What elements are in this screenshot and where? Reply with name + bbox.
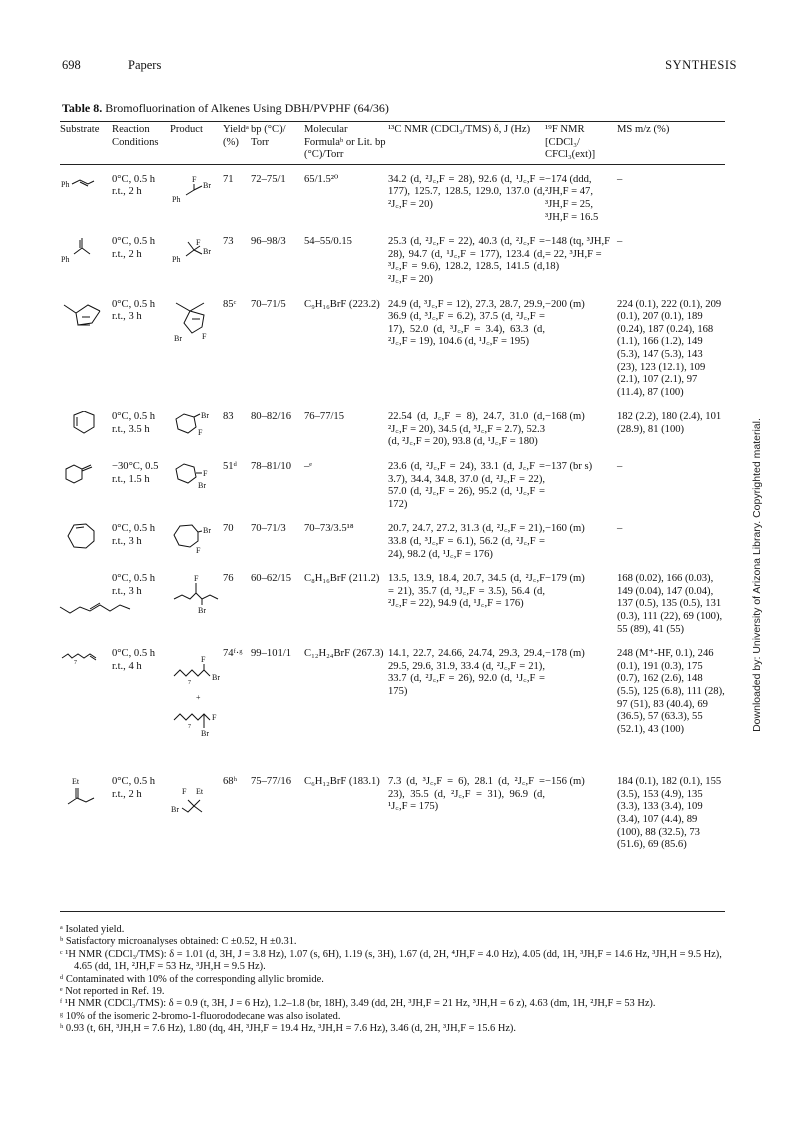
cell-bp: 99–101/1 xyxy=(251,648,292,660)
svg-text:Br: Br xyxy=(212,673,220,683)
cell-yield: 73 xyxy=(223,236,234,248)
product-structure xyxy=(170,287,223,400)
svg-text:Ph: Ph xyxy=(61,255,70,265)
cell-bp: 70–71/5 xyxy=(251,298,286,310)
product-structure xyxy=(170,511,223,561)
table-row xyxy=(60,636,725,764)
footnote: ᶠ ¹H NMR (CDCl₃/TMS): δ = 0.9 (t, 3H, J = 6 Hz), 1.2–1.8 (br, 18H), 3.49 (dd, 2H, ³JH,F = 21 Hz, ³JH,H = 6 z), 4.63 (dm, 1H, ²JH,F = 53 Hz). xyxy=(60,998,656,1010)
product-structure xyxy=(170,166,223,224)
table-row xyxy=(60,449,725,511)
running-head-section: Papers xyxy=(128,58,162,72)
cell-conditions: 0°C, 0.5 h r.t., 3 h xyxy=(112,298,156,323)
table-row xyxy=(60,287,725,400)
product-structure xyxy=(170,399,223,449)
svg-text:F: F xyxy=(198,428,203,438)
svg-text:Br: Br xyxy=(201,411,209,421)
cell-f19-nmr: −200 (m) xyxy=(545,298,585,310)
svg-text:Br: Br xyxy=(174,333,182,343)
svg-text:Br: Br xyxy=(198,606,206,616)
svg-text:7: 7 xyxy=(74,660,77,667)
table-row xyxy=(60,166,725,224)
footnote: ᵈ Contaminated with 10% of the corresponding allylic bromide. xyxy=(60,973,324,985)
svg-text:F: F xyxy=(203,469,208,479)
cell-conditions: 0°C, 0.5 h r.t., 4 h xyxy=(112,648,156,672)
svg-text:F: F xyxy=(196,546,201,556)
cell-formula: 70–73/3.5¹⁸ xyxy=(304,523,354,535)
footnote: ᵉ Not reported in Ref. 19. xyxy=(60,986,165,998)
table-footnotes xyxy=(60,924,730,1036)
svg-text:Br: Br xyxy=(203,180,211,190)
cell-ms: 182 (2.2), 180 (2.4), 101 (28.9), 81 (100) xyxy=(617,411,722,435)
product-structure xyxy=(170,636,223,764)
cell-f19-nmr: −137 (br s) xyxy=(545,461,593,473)
cell-f19-nmr: −160 (m) xyxy=(545,523,585,535)
cell-conditions: 0°C, 0.5 h r.t., 3 h xyxy=(112,573,156,597)
svg-text:F: F xyxy=(194,574,199,584)
cell-c13-nmr: 13.5, 13.9, 18.4, 20.7, 34.5 (d, ²J꜀,F = 21), 35.7 (d, ³J꜀,F = 3.5), 56.4 (d, ²J꜀,F = 22), 94.9 (d, ¹J꜀,F = 176) xyxy=(388,573,545,610)
cell-bp: 96–98/3 xyxy=(251,236,286,248)
cell-c13-nmr: 23.6 (d, ²J꜀,F = 24), 33.1 (d, J꜀,F = 3.7), 34.4, 34.8, 37.0 (d, ²J꜀,F = 22), 57.0 (d, ²J꜀,F = 26), 95.2 (d, ¹J꜀,F = 172) xyxy=(388,461,545,510)
cell-formula: C₆H₁₂BrF (183.1) xyxy=(304,776,380,788)
cell-c13-nmr: 14.1, 22.7, 24.66, 24.74, 29.3, 29.4, 29.5, 29.6, 31.9, 33.4 (d, ²J꜀,F = 21), 33.7 (d, ²J꜀,F = 26), 92.0 (d, ¹J꜀,F = 175) xyxy=(388,648,545,697)
table-row xyxy=(60,764,725,852)
table-row xyxy=(60,224,725,286)
col-header-formula: Molecular Formulaᵇ or Lit. bp (°C)/Torr xyxy=(304,124,386,161)
cell-ms: – xyxy=(617,173,623,185)
running-head-journal: SYNTHESIS xyxy=(665,58,737,72)
footnote: ᵇ Satisfactory microanalyses obtained: C ±0.52, H ±0.31. xyxy=(60,936,297,948)
substrate-structure xyxy=(60,399,112,449)
substrate-structure xyxy=(60,224,112,286)
col-header-bp: bp (°C)/ Torr xyxy=(251,124,286,148)
table-caption xyxy=(62,101,389,116)
table-label: Table 8. xyxy=(62,101,103,115)
cell-ms: – xyxy=(617,461,623,473)
cell-yield: 68ʰ xyxy=(223,776,237,788)
cell-f19-nmr: −179 (m) xyxy=(545,573,585,585)
svg-text:+: + xyxy=(196,693,201,703)
cell-conditions: 0°C, 0.5 h r.t., 3.5 h xyxy=(112,411,156,435)
svg-text:F: F xyxy=(192,174,197,184)
svg-text:F: F xyxy=(202,331,207,341)
cell-ms: 184 (0.1), 182 (0.1), 155 (3.5), 153 (4.9), 135 (3.3), 133 (3.4), 109 (3.4), 107 (4.4), 89 (100), 88 (32.5), 73 (51.6), 69 (85.6) xyxy=(617,776,722,851)
cell-c13-nmr: 7.3 (d, ³J꜀,F = 6), 28.1 (d, ²J꜀,F = 23), 35.5 (d, ²J꜀,F = 31), 96.9 (d, ¹J꜀,F = 175) xyxy=(388,776,545,813)
substrate-structure xyxy=(60,166,112,224)
cell-f19-nmr: −168 (m) xyxy=(545,411,585,423)
cell-c13-nmr: 34.2 (d, ²J꜀,F = 28), 92.6 (d, ¹J꜀,F = 177), 125.7, 128.5, 129.0, 137.0 (d, ²J꜀,F = 20) xyxy=(388,173,545,210)
svg-text:F: F xyxy=(182,787,187,797)
col-header-substrate: Substrate xyxy=(60,124,100,135)
table-bottom-rule xyxy=(60,911,725,912)
cell-c13-nmr: 20.7, 24.7, 27.2, 31.3 (d, ²J꜀,F = 21), 33.8 (d, ³J꜀,F = 6.1), 56.2 (d, ²J꜀,F = 24), 98.2 (d, ¹J꜀,F = 176) xyxy=(388,523,545,560)
download-watermark: Downloaded by: University of Arizona Library. Copyrighted material. xyxy=(751,418,763,732)
cell-yield: 83 xyxy=(223,411,234,423)
svg-text:Br: Br xyxy=(201,729,209,739)
cell-c13-nmr: 24.9 (d, ³J꜀,F = 12), 27.3, 28.7, 29.9, 36.9 (d, ³J꜀,F = 6.2), 37.5 (d, ²J꜀,F = 17), 52.0 (d, ³J꜀,F = 3.4), 63.3 (d, ²J꜀,F = 19), 104.6 (d, ¹J꜀,F = 195) xyxy=(388,298,545,348)
footnote: ᶜ ¹H NMR (CDCl₃/TMS): δ = 1.01 (d, 3H, J = 3.8 Hz), 1.07 (s, 6H), 1.19 (s, 3H), 1.67 (d, 2H, ⁴JH,F = 4.0 Hz), 4.05 (dd, 1H, ³JH,F = 14.6 Hz, ³JH,H = 9.5 Hz), 4.65 (dd, 1H, ²JH,F = 53 Hz, ³JH,H = 9.5 Hz). xyxy=(60,948,722,973)
svg-text:F: F xyxy=(212,713,217,723)
cell-conditions: 0°C, 0.5 h r.t., 2 h xyxy=(112,236,156,260)
cell-ms: 224 (0.1), 222 (0.1), 209 (0.1), 207 (0.1), 189 (0.24), 187 (0.24), 168 (1.1), 166 (1.2), 149 (5.3), 147 (5.3), 143 (23), 123 (12.1), 109 (2.1), 107 (2.1), 97 (11.4), 87 (100) xyxy=(617,298,722,398)
product-structure xyxy=(170,449,223,511)
cell-bp: 72–75/1 xyxy=(251,173,286,185)
cell-formula: 65/1.5²⁰ xyxy=(304,173,339,185)
col-header-c13: ¹³C NMR (CDCl₃/TMS) δ, J (Hz) xyxy=(388,124,531,135)
cell-bp: 80–82/16 xyxy=(251,411,292,423)
cell-conditions: −30°C, 0.5 r.t., 1.5 h xyxy=(112,461,159,485)
svg-text:F: F xyxy=(201,655,206,665)
col-header-yield: Yieldᵃ (%) xyxy=(223,124,249,148)
product-structure xyxy=(170,561,223,636)
cell-formula: C₉H₁₆BrF (223.2) xyxy=(304,298,380,310)
page-number: 698 xyxy=(62,58,81,72)
cell-ms: 248 (M⁺-HF, 0.1), 246 (0.1), 191 (0.3), 175 (0.7), 162 (2.6), 148 (5.5), 125 (6.8), 111 (28), 97 (51), 83 (40.4), 69 (36.5), 57 (63.3), 55 (52.1), 43 (100) xyxy=(617,648,725,735)
cell-c13-nmr: 25.3 (d, ²J꜀,F = 22), 40.3 (d, ²J꜀,F = 28), 94.7 (d, ¹J꜀,F = 177), 123.4 (d, ³J꜀,F = 9.6), 128.2, 128.5, 141.5 (d, ²J꜀,F = 20) xyxy=(388,236,545,285)
table-row xyxy=(60,399,725,449)
substrate-structure xyxy=(60,764,112,852)
svg-text:Ph: Ph xyxy=(61,179,70,189)
cell-yield: 71 xyxy=(223,173,234,185)
cell-f19-nmr: −174 (ddd, ²JH,F = 47, ³JH,F = 25, ³JH,F = 16.5 xyxy=(545,173,599,223)
footnote: ᵍ 10% of the isomeric 2-bromo-1-fluorododecane was also isolated. xyxy=(60,1010,341,1022)
svg-text:Ph: Ph xyxy=(172,255,181,265)
svg-text:Et: Et xyxy=(72,777,80,787)
product-structure xyxy=(170,224,223,286)
substrate-structure xyxy=(60,561,112,636)
col-header-ms: MS m/z (%) xyxy=(617,124,670,135)
svg-text:Ph: Ph xyxy=(172,194,181,204)
cell-bp: 70–71/3 xyxy=(251,523,286,535)
cell-yield: 85ᶜ xyxy=(223,298,237,310)
cell-formula: C₁₂H₂₄BrF (267.3) xyxy=(304,648,384,660)
col-header-conditions: Reaction Conditions xyxy=(112,124,159,148)
svg-text:Br: Br xyxy=(198,481,206,491)
cell-f19-nmr: −148 (tq, ³JH,F = 22, ³JH,F = 18) xyxy=(545,236,611,273)
svg-text:7: 7 xyxy=(188,680,191,687)
substrate-structure xyxy=(60,511,112,561)
svg-text:7: 7 xyxy=(188,724,191,731)
product-structure xyxy=(170,764,223,852)
table-row xyxy=(60,561,725,636)
cell-conditions: 0°C, 0.5 h r.t., 3 h xyxy=(112,523,156,548)
table-title: Bromofluorination of Alkenes Using DBH/PVPHF (64/36) xyxy=(102,101,389,115)
cell-bp: 60–62/15 xyxy=(251,573,292,585)
svg-text:Br: Br xyxy=(203,247,211,257)
svg-text:Et: Et xyxy=(196,787,204,797)
cell-ms: – xyxy=(617,236,623,248)
footnote: ʰ 0.93 (t, 6H, ³JH,H = 7.6 Hz), 1.80 (dq, 4H, ³JH,F = 19.4 Hz, ³JH,H = 7.6 Hz), 3.46 (d, 2H, ³JH,F = 15.6 Hz). xyxy=(60,1023,516,1035)
cell-f19-nmr: −156 (m) xyxy=(545,776,585,788)
cell-formula: 54–55/0.15 xyxy=(304,236,352,248)
table-row xyxy=(60,511,725,561)
cell-conditions: 0°C, 0.5 h r.t., 2 h xyxy=(112,776,156,800)
table-header-row xyxy=(60,124,725,166)
substrate-structure xyxy=(60,287,112,400)
cell-conditions: 0°C, 0.5 h r.t., 2 h xyxy=(112,173,156,198)
cell-yield: 70 xyxy=(223,523,234,535)
cell-c13-nmr: 22.54 (d, J꜀,F = 8), 24.7, 31.0 (d, ²J꜀,F = 20), 34.5 (d, ³J꜀,F = 2.7), 52.3 (d, ²J꜀,F = 20), 93.8 (d, ¹J꜀,F = 180) xyxy=(388,411,545,448)
cell-ms: – xyxy=(617,523,623,535)
cell-bp: 75–77/16 xyxy=(251,776,292,788)
cell-yield: 76 xyxy=(223,573,234,585)
table-top-rule xyxy=(60,121,725,122)
svg-text:Br: Br xyxy=(203,526,211,536)
svg-text:Br: Br xyxy=(171,805,179,815)
cell-formula: –ᵉ xyxy=(304,461,313,473)
cell-bp: 78–81/10 xyxy=(251,461,292,473)
col-header-f19: ¹⁹F NMR [CDCl₃/ CFCl₃(ext)] xyxy=(545,124,596,161)
cell-formula: C₈H₁₆BrF (211.2) xyxy=(304,573,380,585)
svg-text:F: F xyxy=(196,238,201,248)
data-table xyxy=(60,124,725,852)
col-header-product: Product xyxy=(170,124,203,135)
footnote: ᵃ Isolated yield. xyxy=(60,924,125,935)
cell-yield: 51ᵈ xyxy=(223,461,237,473)
cell-yield: 74ᶠ·ᵍ xyxy=(223,648,243,660)
cell-f19-nmr: −178 (m) xyxy=(545,648,585,660)
substrate-structure xyxy=(60,636,112,764)
cell-formula: 76–77/15 xyxy=(304,411,345,423)
cell-ms: 168 (0.02), 166 (0.03), 149 (0.04), 147 (0.04), 137 (0.5), 135 (0.5), 131 (0.3), 111 (22), 69 (100), 55 (89), 41 (55) xyxy=(617,573,723,635)
substrate-structure xyxy=(60,449,112,511)
